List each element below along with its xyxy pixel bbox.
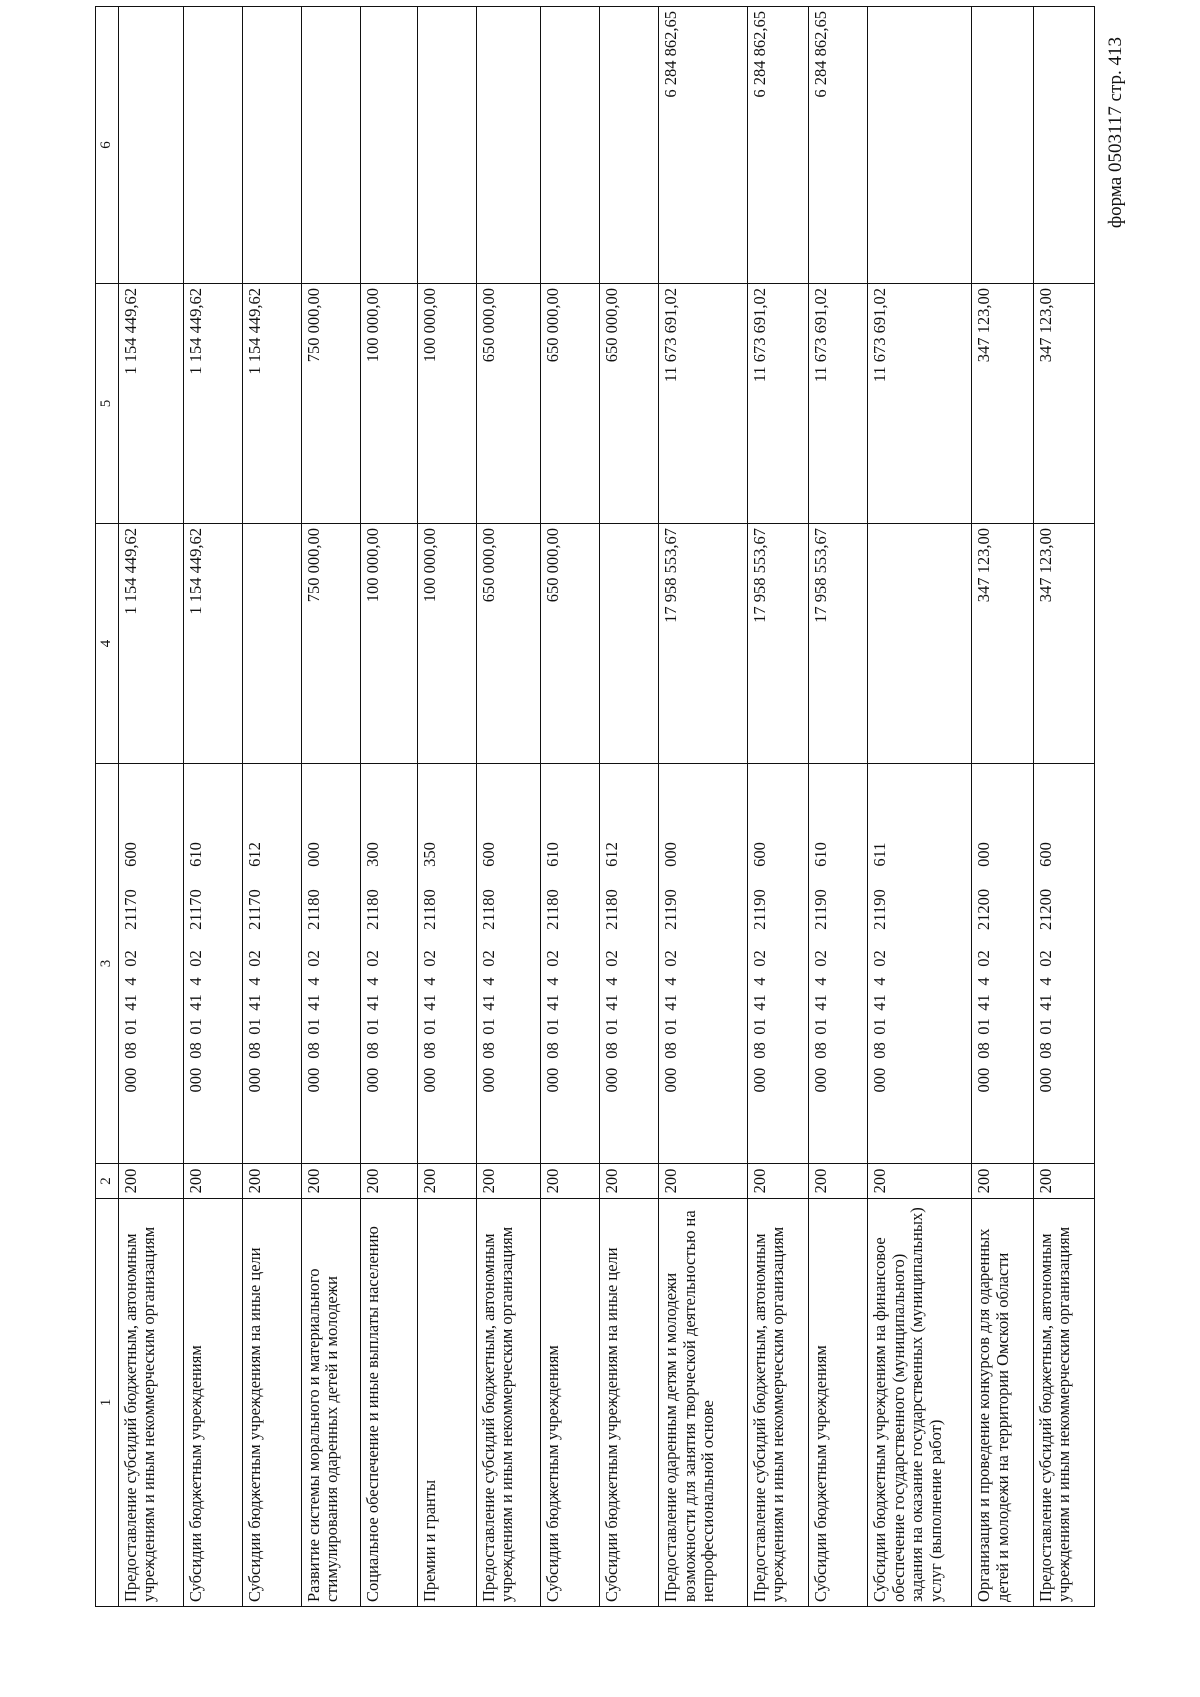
row-budget-classification-code	[360, 764, 417, 1164]
row-budget-classification-code	[301, 764, 360, 1164]
table-row	[242, 7, 301, 1607]
code-segment: 08	[543, 1042, 563, 1059]
row-col6-value	[541, 7, 600, 284]
code-segment: 4	[362, 977, 382, 986]
row-col4-value: 1 154 449,62	[183, 524, 242, 764]
row-col5-value: 1 154 449,62	[183, 284, 242, 524]
code-segment: 4	[121, 977, 140, 986]
code-segment: 21170	[185, 889, 205, 930]
code-segment: 01	[419, 1018, 439, 1035]
code-segment: 600	[1035, 842, 1055, 867]
code-segment: 08	[661, 1042, 681, 1059]
code-segment: 08	[478, 1042, 498, 1059]
code-segment: 01	[602, 1018, 622, 1035]
column-header-3: 3	[96, 764, 119, 1164]
table-row	[183, 7, 242, 1607]
code-segment: 08	[811, 1042, 831, 1059]
row-col5-value: 1 154 449,62	[242, 284, 301, 524]
row-line-code: 200	[541, 1164, 600, 1199]
code-segment: 08	[419, 1042, 439, 1059]
row-col5-value: 100 000,00	[417, 284, 476, 524]
code-segment: 4	[303, 977, 323, 986]
row-col4-value: 100 000,00	[417, 524, 476, 764]
code-segment: 600	[749, 842, 769, 867]
column-header-6: 6	[96, 7, 119, 284]
row-col4-value	[600, 524, 659, 764]
code-segment: 01	[811, 1018, 831, 1035]
table-row	[301, 7, 360, 1607]
code-segment: 000	[602, 1067, 622, 1093]
table-row	[747, 7, 808, 1607]
column-header-4: 4	[96, 524, 119, 764]
code-segment: 000	[362, 1067, 382, 1093]
row-col4-value: 100 000,00	[360, 524, 417, 764]
code-segment: 21200	[1035, 888, 1055, 931]
code-segment: 300	[362, 842, 382, 867]
code-segment: 4	[185, 977, 205, 986]
code-segment: 41	[661, 994, 681, 1011]
table-row	[600, 7, 659, 1607]
row-line-code: 200	[301, 1164, 360, 1199]
code-segment: 4	[870, 977, 890, 986]
code-segment: 21190	[749, 889, 769, 930]
code-segment: 02	[185, 950, 205, 967]
row-description: Развитие системы морального и материального стимулирования одаренных детей и молодежи	[301, 1199, 360, 1607]
table-header	[96, 7, 119, 1607]
code-segment: 41	[811, 994, 831, 1011]
code-segment: 21170	[244, 889, 264, 930]
code-segment: 21180	[602, 889, 622, 930]
code-segment: 21180	[478, 889, 498, 930]
code-segment: 21170	[121, 889, 140, 930]
code-segment: 000	[811, 1067, 831, 1093]
row-line-code: 200	[417, 1164, 476, 1199]
code-segment: 600	[478, 842, 498, 867]
code-segment: 612	[602, 842, 622, 867]
row-budget-classification-code	[600, 764, 659, 1164]
code-segment: 21200	[974, 888, 994, 931]
code-segment: 4	[749, 977, 769, 986]
code-segment: 08	[870, 1042, 890, 1059]
code-segment: 21180	[303, 889, 323, 930]
row-col6-value: 6 284 862,65	[659, 7, 748, 284]
row-budget-classification-code	[476, 764, 541, 1164]
code-segment: 41	[1035, 994, 1055, 1011]
row-budget-classification-code	[1033, 764, 1094, 1164]
code-segment: 01	[185, 1018, 205, 1035]
row-description: Предоставление субсидий бюджетным, автономным учреждениям и иным некоммерческим организациям	[1033, 1199, 1094, 1607]
code-segment: 01	[870, 1018, 890, 1035]
row-description: Социальное обеспечение и иные выплаты населению	[360, 1199, 417, 1607]
code-segment: 41	[543, 994, 563, 1011]
row-col6-value	[119, 7, 184, 284]
code-segment: 000	[974, 1067, 994, 1093]
row-col5-value: 11 673 691,02	[747, 284, 808, 524]
code-segment: 01	[362, 1018, 382, 1035]
row-col5-value: 650 000,00	[541, 284, 600, 524]
table-body	[119, 7, 1095, 1607]
code-segment: 08	[303, 1042, 323, 1059]
row-description: Предоставление субсидий бюджетным, автономным учреждениям и иным некоммерческим организациям	[119, 1199, 184, 1607]
budget-table	[95, 6, 1095, 1607]
code-segment: 000	[870, 1067, 890, 1093]
row-col6-value	[1033, 7, 1094, 284]
code-segment: 41	[870, 994, 890, 1011]
code-segment: 611	[870, 842, 890, 867]
code-segment: 01	[244, 1018, 264, 1035]
code-segment: 000	[303, 1067, 323, 1093]
row-description: Субсидии бюджетным учреждениям на иные цели	[242, 1199, 301, 1607]
column-header-5: 5	[96, 284, 119, 524]
row-col6-value	[242, 7, 301, 284]
code-segment: 01	[478, 1018, 498, 1035]
code-segment: 600	[121, 842, 140, 867]
code-segment: 41	[121, 994, 140, 1011]
code-segment: 4	[419, 977, 439, 986]
code-segment: 000	[974, 842, 994, 867]
code-segment: 4	[478, 977, 498, 986]
row-description: Предоставление субсидий бюджетным, автономным учреждениям и иным некоммерческим организациям	[747, 1199, 808, 1607]
table-row	[868, 7, 972, 1607]
table-row	[360, 7, 417, 1607]
code-segment: 4	[244, 977, 264, 986]
column-header-1: 1	[96, 1199, 119, 1607]
code-segment: 4	[1035, 977, 1055, 986]
code-segment: 02	[870, 950, 890, 967]
table-row	[972, 7, 1033, 1607]
header-row	[96, 7, 119, 1607]
row-budget-classification-code	[809, 764, 868, 1164]
code-segment: 4	[543, 977, 563, 986]
code-segment: 01	[749, 1018, 769, 1035]
row-col4-value: 17 958 553,67	[659, 524, 748, 764]
code-segment: 610	[811, 842, 831, 867]
row-col5-value: 100 000,00	[360, 284, 417, 524]
code-segment: 21190	[870, 889, 890, 930]
code-segment: 21190	[661, 889, 681, 930]
table-row	[1033, 7, 1094, 1607]
row-col6-value: 6 284 862,65	[747, 7, 808, 284]
row-col6-value: 6 284 862,65	[809, 7, 868, 284]
code-segment: 02	[811, 950, 831, 967]
code-segment: 41	[749, 994, 769, 1011]
code-segment: 08	[749, 1042, 769, 1059]
code-segment: 000	[661, 842, 681, 867]
row-line-code: 200	[747, 1164, 808, 1199]
row-col6-value	[972, 7, 1033, 284]
row-col4-value	[242, 524, 301, 764]
code-segment: 612	[244, 842, 264, 867]
row-col4-value	[868, 524, 972, 764]
row-line-code: 200	[809, 1164, 868, 1199]
code-segment: 02	[419, 950, 439, 967]
code-segment: 01	[121, 1018, 140, 1035]
code-segment: 41	[303, 994, 323, 1011]
code-segment: 4	[811, 977, 831, 986]
row-col4-value: 750 000,00	[301, 524, 360, 764]
table-row	[809, 7, 868, 1607]
code-segment: 01	[974, 1018, 994, 1035]
code-segment: 02	[244, 950, 264, 967]
row-col5-value: 650 000,00	[600, 284, 659, 524]
code-segment: 21190	[811, 889, 831, 930]
row-line-code: 200	[119, 1164, 184, 1199]
code-segment: 4	[602, 977, 622, 986]
row-description: Предоставление одаренным детям и молодежи возможности для занятия творческой деятельностью на непрофессиональной основе	[659, 1199, 748, 1607]
code-segment: 610	[185, 842, 205, 867]
row-col6-value	[868, 7, 972, 284]
row-description: Премии и гранты	[417, 1199, 476, 1607]
code-segment: 01	[303, 1018, 323, 1035]
row-description: Организация и проведение конкурсов для одаренных детей и молодежи на территории Омской области	[972, 1199, 1033, 1607]
table-row	[417, 7, 476, 1607]
row-description: Субсидии бюджетным учреждениям	[809, 1199, 868, 1607]
code-segment: 08	[362, 1042, 382, 1059]
code-segment: 08	[1035, 1042, 1055, 1059]
code-segment: 21180	[362, 889, 382, 930]
code-segment: 4	[974, 977, 994, 986]
row-col6-value	[600, 7, 659, 284]
row-budget-classification-code	[541, 764, 600, 1164]
row-col6-value	[301, 7, 360, 284]
code-segment: 02	[602, 950, 622, 967]
code-segment: 08	[185, 1042, 205, 1059]
row-col4-value: 17 958 553,67	[809, 524, 868, 764]
code-segment: 21180	[419, 889, 439, 930]
row-col5-value: 347 123,00	[1033, 284, 1094, 524]
code-segment: 02	[749, 950, 769, 967]
code-segment: 02	[661, 950, 681, 967]
row-col4-value: 650 000,00	[476, 524, 541, 764]
row-col4-value: 1 154 449,62	[119, 524, 184, 764]
form-page-label: форма 0503117 стр. 413	[1105, 37, 1126, 229]
table-row	[541, 7, 600, 1607]
code-segment: 000	[244, 1067, 264, 1093]
code-segment: 41	[602, 994, 622, 1011]
code-segment: 02	[974, 950, 994, 967]
row-description: Субсидии бюджетным учреждениям на иные цели	[600, 1199, 659, 1607]
code-segment: 02	[478, 950, 498, 967]
row-budget-classification-code	[972, 764, 1033, 1164]
code-segment: 08	[244, 1042, 264, 1059]
code-segment: 41	[478, 994, 498, 1011]
row-line-code: 200	[183, 1164, 242, 1199]
code-segment: 000	[749, 1067, 769, 1093]
row-budget-classification-code	[183, 764, 242, 1164]
table-row	[119, 7, 184, 1607]
code-segment: 000	[1035, 1067, 1055, 1093]
table-row	[659, 7, 748, 1607]
code-segment: 350	[419, 842, 439, 867]
row-budget-classification-code	[659, 764, 748, 1164]
row-col6-value	[417, 7, 476, 284]
row-description: Субсидии бюджетным учреждениям на финансовое обеспечение государственного (муниципального) задания на оказание государственных (муниципальных) услуг (выполнение работ)	[868, 1199, 972, 1607]
row-col5-value: 11 673 691,02	[809, 284, 868, 524]
code-segment: 02	[1035, 950, 1055, 967]
row-budget-classification-code	[119, 764, 184, 1164]
code-segment: 02	[121, 950, 140, 967]
code-segment: 41	[419, 994, 439, 1011]
code-segment: 000	[303, 842, 323, 867]
code-segment: 41	[244, 994, 264, 1011]
code-segment: 08	[974, 1042, 994, 1059]
row-budget-classification-code	[242, 764, 301, 1164]
row-budget-classification-code	[747, 764, 808, 1164]
row-description: Субсидии бюджетным учреждениям	[183, 1199, 242, 1607]
row-line-code: 200	[659, 1164, 748, 1199]
row-line-code: 200	[476, 1164, 541, 1199]
code-segment: 000	[661, 1067, 681, 1093]
code-segment: 000	[185, 1067, 205, 1093]
row-col4-value: 347 123,00	[972, 524, 1033, 764]
row-col5-value: 347 123,00	[972, 284, 1033, 524]
row-line-code: 200	[972, 1164, 1033, 1199]
code-segment: 41	[974, 994, 994, 1011]
code-segment: 02	[303, 950, 323, 967]
row-col6-value	[360, 7, 417, 284]
row-col6-value	[183, 7, 242, 284]
row-col6-value	[476, 7, 541, 284]
row-budget-classification-code	[868, 764, 972, 1164]
code-segment: 000	[419, 1067, 439, 1093]
row-budget-classification-code	[417, 764, 476, 1164]
code-segment: 610	[543, 842, 563, 867]
row-col5-value: 11 673 691,02	[868, 284, 972, 524]
column-header-2: 2	[96, 1164, 119, 1199]
code-segment: 41	[185, 994, 205, 1011]
row-line-code: 200	[868, 1164, 972, 1199]
code-segment: 41	[362, 994, 382, 1011]
code-segment: 01	[543, 1018, 563, 1035]
row-description: Субсидии бюджетным учреждениям	[541, 1199, 600, 1607]
code-segment: 08	[602, 1042, 622, 1059]
code-segment: 01	[661, 1018, 681, 1035]
row-col4-value: 650 000,00	[541, 524, 600, 764]
row-col5-value: 11 673 691,02	[659, 284, 748, 524]
code-segment: 21180	[543, 889, 563, 930]
code-segment: 02	[543, 950, 563, 967]
code-segment: 02	[362, 950, 382, 967]
code-segment: 4	[661, 977, 681, 986]
code-segment: 01	[1035, 1018, 1055, 1035]
code-segment: 000	[478, 1067, 498, 1093]
row-col5-value: 750 000,00	[301, 284, 360, 524]
row-col5-value: 1 154 449,62	[119, 284, 184, 524]
table-row	[476, 7, 541, 1607]
row-line-code: 200	[242, 1164, 301, 1199]
code-segment: 000	[121, 1067, 140, 1093]
row-col5-value: 650 000,00	[476, 284, 541, 524]
code-segment: 08	[121, 1042, 140, 1059]
row-line-code: 200	[1033, 1164, 1094, 1199]
row-col4-value: 17 958 553,67	[747, 524, 808, 764]
row-description: Предоставление субсидий бюджетным, автономным учреждениям и иным некоммерческим организациям	[476, 1199, 541, 1607]
row-col4-value: 347 123,00	[1033, 524, 1094, 764]
code-segment: 000	[543, 1067, 563, 1093]
row-line-code: 200	[600, 1164, 659, 1199]
row-line-code: 200	[360, 1164, 417, 1199]
